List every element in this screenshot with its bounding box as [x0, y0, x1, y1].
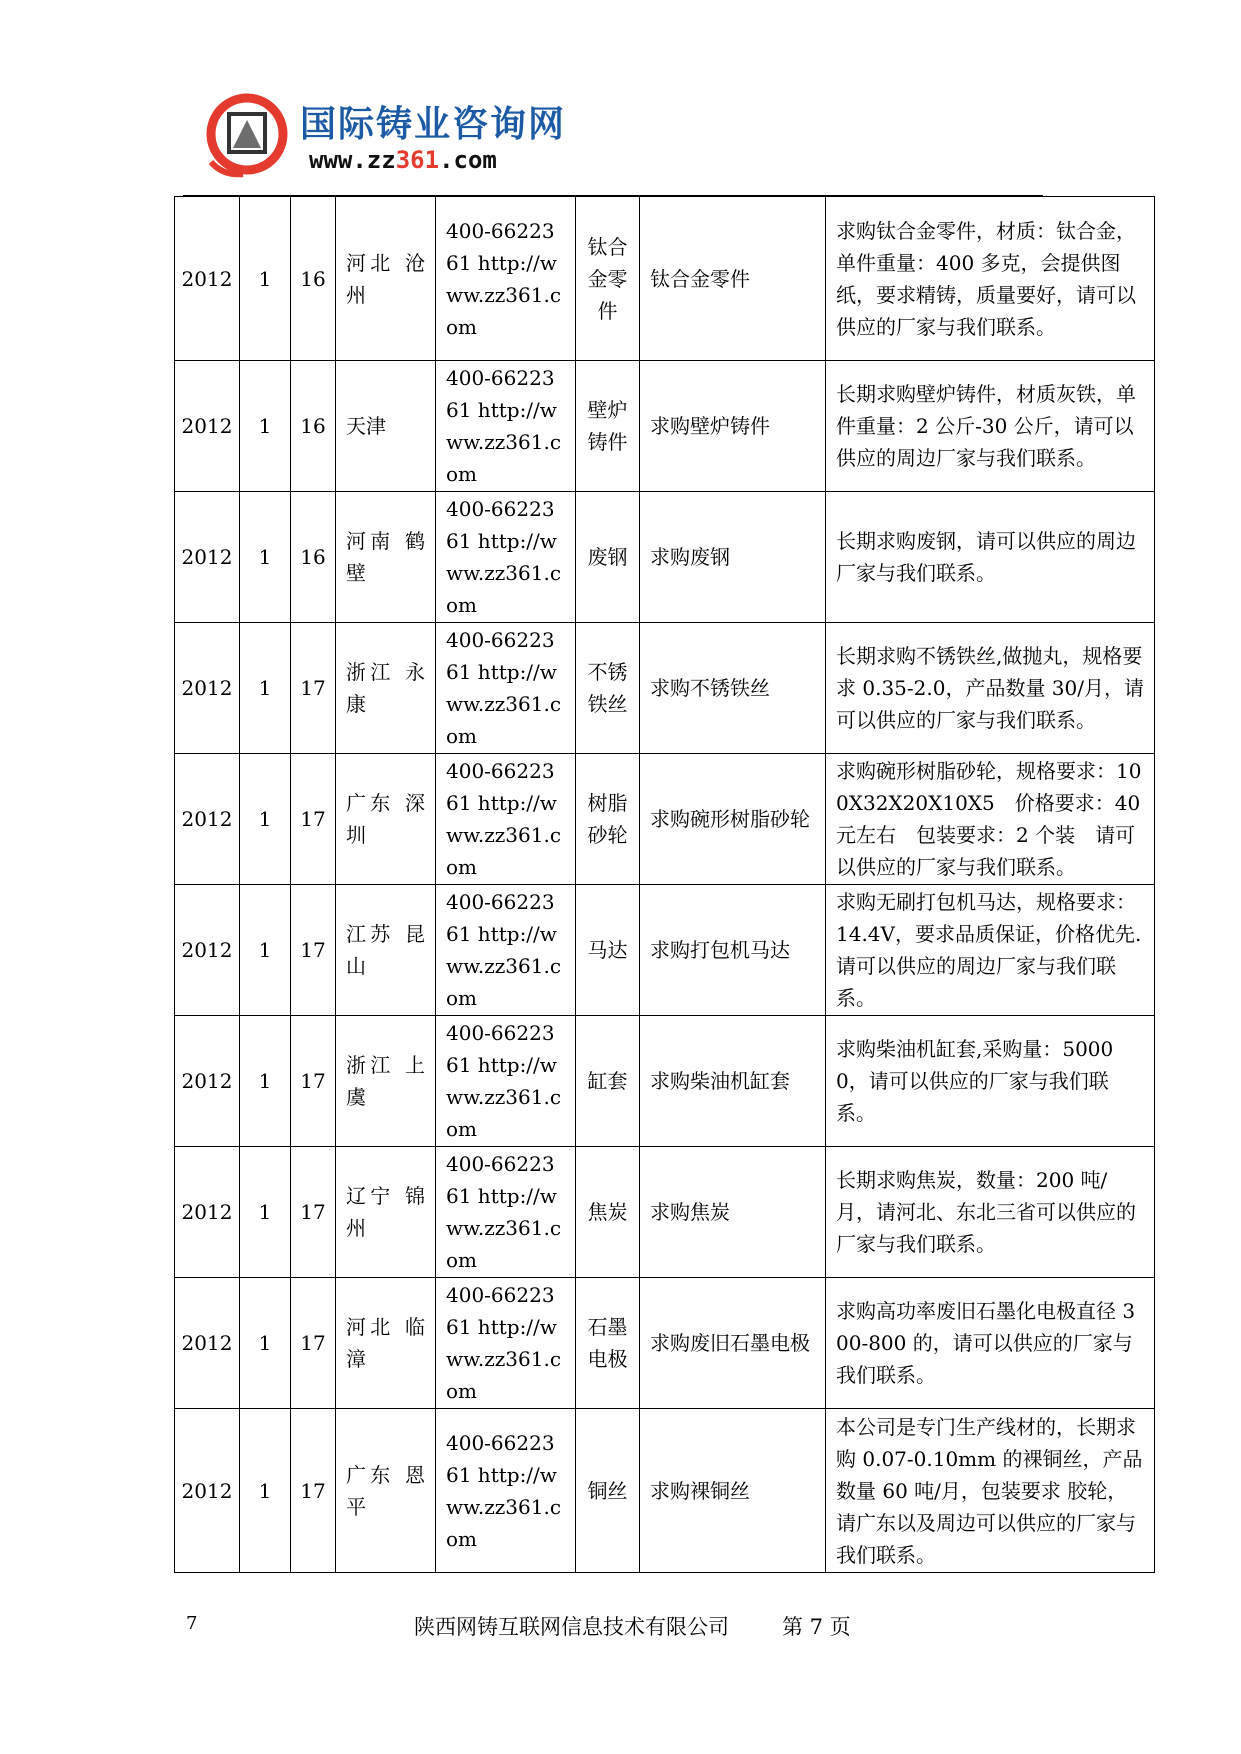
- cell-detail: 求购柴油机缸套,采购量：50000，请可以供应的厂家与我们联系。: [826, 1016, 1155, 1147]
- cell-place: 广东 恩平: [336, 1409, 436, 1573]
- cell-day: 17: [291, 1409, 336, 1573]
- cell-year: 2012: [175, 1016, 240, 1147]
- cell-month: 1: [240, 1147, 291, 1278]
- cell-place: 天津: [336, 361, 436, 492]
- cell-day: 16: [291, 197, 336, 361]
- cell-category: 不锈铁丝: [576, 623, 640, 754]
- purchase-table-body: [175, 197, 1155, 1573]
- cell-day: 17: [291, 623, 336, 754]
- cell-contact: 400-6622361 http://www.zz361.com: [436, 361, 576, 492]
- logo-url-accent: 361: [395, 146, 440, 174]
- cell-contact: 400-6622361 http://www.zz361.com: [436, 1409, 576, 1573]
- cell-month: 1: [240, 361, 291, 492]
- cell-category: 树脂砂轮: [576, 754, 640, 885]
- cell-contact: 400-6622361 http://www.zz361.com: [436, 754, 576, 885]
- cell-year: 2012: [175, 885, 240, 1016]
- cell-day: 17: [291, 885, 336, 1016]
- logo-mark-icon: [203, 90, 291, 178]
- cell-month: 1: [240, 1016, 291, 1147]
- cell-day: 16: [291, 492, 336, 623]
- cell-year: 2012: [175, 197, 240, 361]
- cell-contact: 400-6622361 http://www.zz361.com: [436, 1016, 576, 1147]
- cell-title: 求购打包机马达: [640, 885, 826, 1016]
- cell-detail: 长期求购不锈铁丝,做抛丸，规格要求 0.35-2.0，产品数量 30/月，请可以供应的厂家与我们联系。: [826, 623, 1155, 754]
- cell-year: 2012: [175, 1278, 240, 1409]
- cell-detail: 求购无刷打包机马达，规格要求：14.4V，要求品质保证，价格优先.请可以供应的周边厂家与我们联系。: [826, 885, 1155, 1016]
- cell-detail: 本公司是专门生产线材的，长期求购 0.07-0.10mm 的裸铜丝，产品数量 60 吨/月，包装要求 胶轮，请广东以及周边可以供应的厂家与我们联系。: [826, 1409, 1155, 1573]
- table-row: [175, 885, 1155, 1016]
- cell-contact: 400-6622361 http://www.zz361.com: [436, 1278, 576, 1409]
- cell-title: 求购柴油机缸套: [640, 1016, 826, 1147]
- cell-category: 壁炉铸件: [576, 361, 640, 492]
- cell-contact: 400-6622361 http://www.zz361.com: [436, 492, 576, 623]
- cell-year: 2012: [175, 1147, 240, 1278]
- table-row: [175, 1278, 1155, 1409]
- cell-month: 1: [240, 1278, 291, 1409]
- cell-title: 求购焦炭: [640, 1147, 826, 1278]
- table-row: [175, 361, 1155, 492]
- cell-title: 求购壁炉铸件: [640, 361, 826, 492]
- site-logo: [203, 88, 623, 188]
- cell-year: 2012: [175, 361, 240, 492]
- cell-detail: 长期求购壁炉铸件，材质灰铁，单件重量：2 公斤-30 公斤，请可以供应的周边厂家与我们联系。: [826, 361, 1155, 492]
- footer-company: 陕西网铸互联网信息技术有限公司: [414, 1615, 729, 1639]
- cell-title: 求购废钢: [640, 492, 826, 623]
- cell-contact: 400-6622361 http://www.zz361.com: [436, 197, 576, 361]
- purchase-table: [174, 196, 1155, 1573]
- cell-contact: 400-6622361 http://www.zz361.com: [436, 1147, 576, 1278]
- table-row: [175, 623, 1155, 754]
- cell-month: 1: [240, 623, 291, 754]
- cell-title: 求购废旧石墨电极: [640, 1278, 826, 1409]
- cell-place: 浙江 上虞: [336, 1016, 436, 1147]
- footer-page-number: 7: [186, 1613, 198, 1634]
- footer-page-label: 第 7 页: [782, 1615, 851, 1639]
- logo-url: [309, 146, 497, 174]
- cell-title: 求购碗形树脂砂轮: [640, 754, 826, 885]
- cell-category: 缸套: [576, 1016, 640, 1147]
- table-row: [175, 754, 1155, 885]
- table-row: [175, 1147, 1155, 1278]
- cell-detail: 长期求购焦炭，数量：200 吨/月，请河北、东北三省可以供应的厂家与我们联系。: [826, 1147, 1155, 1278]
- cell-category: 马达: [576, 885, 640, 1016]
- cell-detail: 求购碗形树脂砂轮，规格要求：100X32X20X10X5 价格要求：40 元左右 包装要求：2 个装 请可以供应的厂家与我们联系。: [826, 754, 1155, 885]
- cell-detail: 长期求购废钢，请可以供应的周边厂家与我们联系。: [826, 492, 1155, 623]
- cell-day: 17: [291, 1278, 336, 1409]
- cell-year: 2012: [175, 492, 240, 623]
- cell-month: 1: [240, 754, 291, 885]
- cell-month: 1: [240, 492, 291, 623]
- cell-detail: 求购高功率废旧石墨化电极直径 300-800 的，请可以供应的厂家与我们联系。: [826, 1278, 1155, 1409]
- cell-place: 河南 鹤壁: [336, 492, 436, 623]
- logo-url-suffix: .com: [439, 146, 497, 174]
- cell-category: 废钢: [576, 492, 640, 623]
- cell-month: 1: [240, 197, 291, 361]
- cell-place: 河北 沧州: [336, 197, 436, 361]
- cell-day: 17: [291, 754, 336, 885]
- cell-contact: 400-6622361 http://www.zz361.com: [436, 885, 576, 1016]
- cell-title: 求购不锈铁丝: [640, 623, 826, 754]
- cell-place: 辽宁 锦州: [336, 1147, 436, 1278]
- logo-title: 国际铸业咨询网: [300, 104, 567, 145]
- cell-category: 铜丝: [576, 1409, 640, 1573]
- cell-detail: 求购钛合金零件，材质：钛合金，单件重量：400 多克，会提供图纸，要求精铸，质量要好，请可以供应的厂家与我们联系。: [826, 197, 1155, 361]
- cell-title: 钛合金零件: [640, 197, 826, 361]
- cell-year: 2012: [175, 754, 240, 885]
- cell-place: 河北 临漳: [336, 1278, 436, 1409]
- cell-day: 16: [291, 361, 336, 492]
- cell-month: 1: [240, 885, 291, 1016]
- cell-year: 2012: [175, 1409, 240, 1573]
- cell-category: 焦炭: [576, 1147, 640, 1278]
- cell-day: 17: [291, 1147, 336, 1278]
- table-row: [175, 492, 1155, 623]
- cell-place: 江苏 昆山: [336, 885, 436, 1016]
- cell-title: 求购裸铜丝: [640, 1409, 826, 1573]
- cell-place: 广东 深圳: [336, 754, 436, 885]
- table-row: [175, 1409, 1155, 1573]
- cell-place: 浙江 永康: [336, 623, 436, 754]
- table-row: [175, 1016, 1155, 1147]
- logo-url-prefix: www.zz: [309, 146, 396, 174]
- cell-contact: 400-6622361 http://www.zz361.com: [436, 623, 576, 754]
- table-row: [175, 197, 1155, 361]
- cell-year: 2012: [175, 623, 240, 754]
- cell-category: 钛合金零件: [576, 197, 640, 361]
- cell-day: 17: [291, 1016, 336, 1147]
- cell-category: 石墨电极: [576, 1278, 640, 1409]
- cell-month: 1: [240, 1409, 291, 1573]
